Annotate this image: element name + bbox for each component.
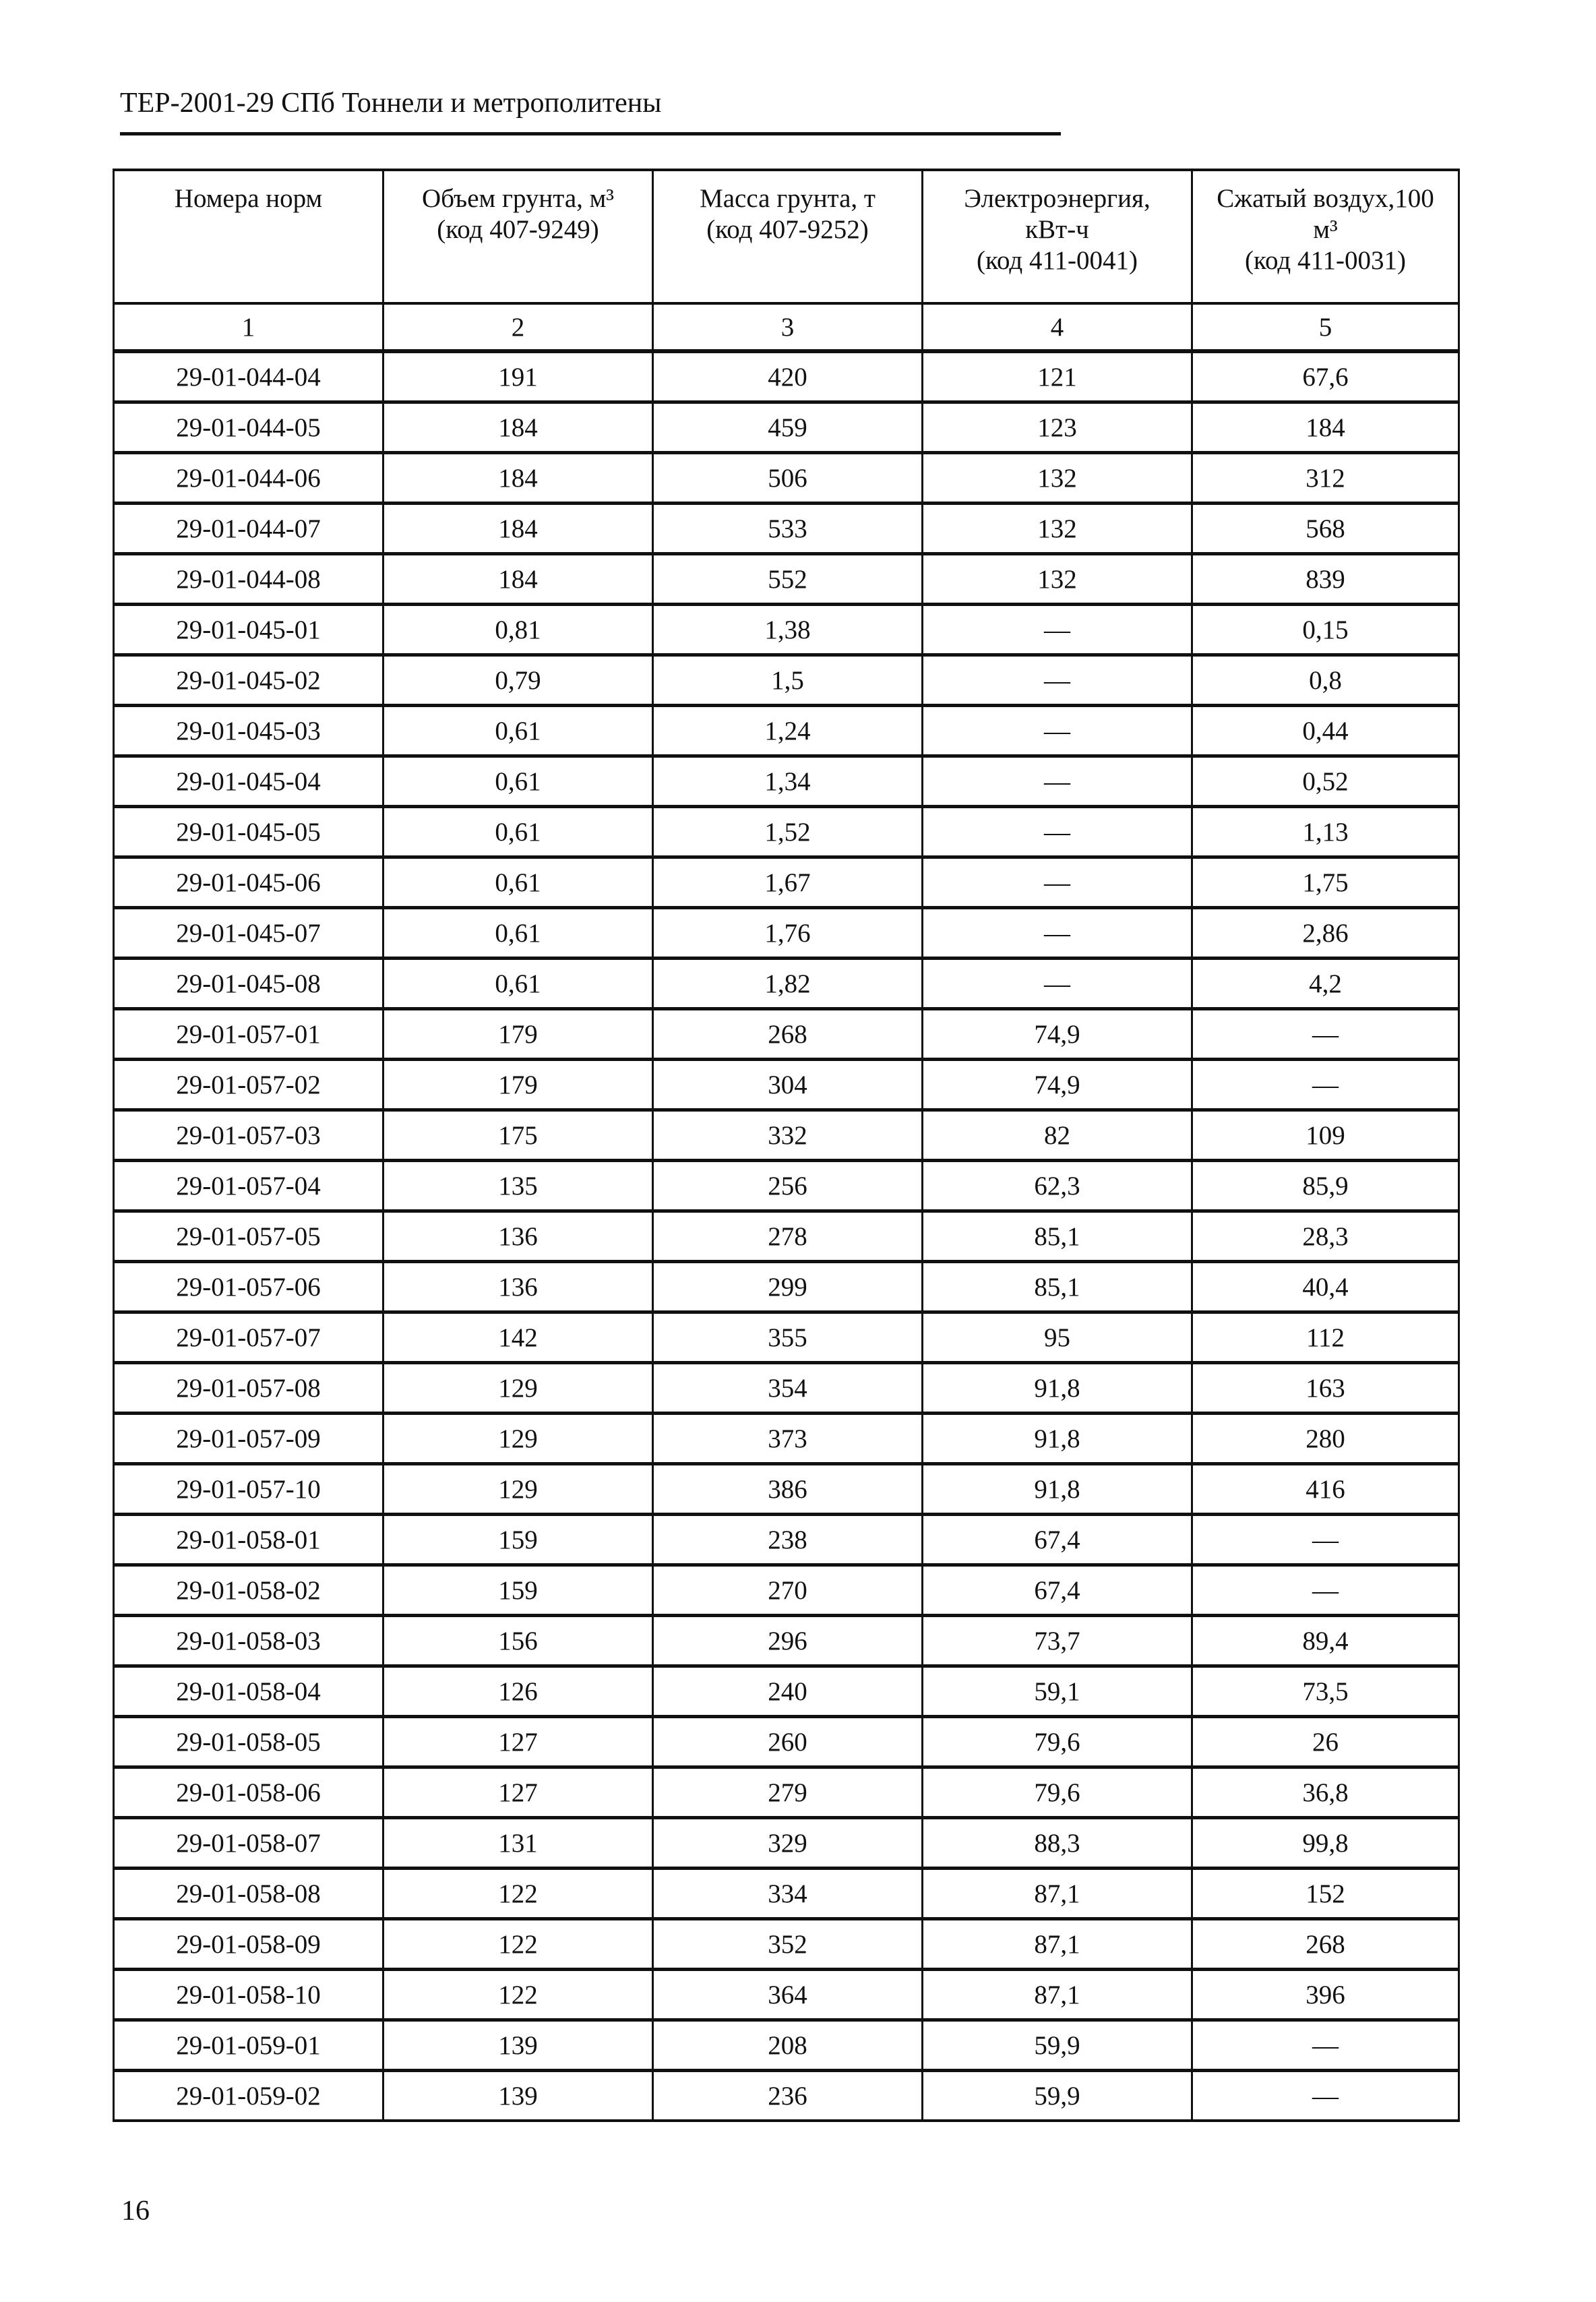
soil-mass-cell: 1,82: [653, 959, 923, 1009]
electricity-cell: —: [923, 857, 1192, 908]
compressed-air-cell: 0,15: [1192, 605, 1459, 655]
compressed-air-cell: 109: [1192, 1110, 1459, 1161]
soil-mass-cell: 1,76: [653, 908, 923, 959]
norm-number-cell: 29-01-057-10: [114, 1464, 383, 1515]
electricity-cell: 74,9: [923, 1060, 1192, 1110]
soil-volume-cell: 0,61: [383, 857, 653, 908]
soil-volume-cell: 0,61: [383, 706, 653, 756]
compressed-air-cell: —: [1192, 1515, 1459, 1565]
norm-number-cell: 29-01-045-07: [114, 908, 383, 959]
table-row: [114, 807, 1459, 857]
compressed-air-cell: 163: [1192, 1363, 1459, 1414]
electricity-cell: 67,4: [923, 1515, 1192, 1565]
page-header-title: ТЕР-2001-29 СПб Тоннели и метрополитены: [120, 88, 662, 119]
norm-number-cell: 29-01-057-09: [114, 1414, 383, 1464]
compressed-air-cell: 0,52: [1192, 756, 1459, 807]
soil-mass-cell: 1,38: [653, 605, 923, 655]
compressed-air-cell: 4,2: [1192, 959, 1459, 1009]
table-row: [114, 351, 1459, 402]
soil-mass-cell: 279: [653, 1767, 923, 1818]
table-row: [114, 1767, 1459, 1818]
soil-volume-cell: 159: [383, 1565, 653, 1616]
electricity-cell: 79,6: [923, 1767, 1192, 1818]
soil-volume-cell: 0,61: [383, 908, 653, 959]
table-row: [114, 1717, 1459, 1767]
norm-number-cell: 29-01-057-08: [114, 1363, 383, 1414]
norm-number-cell: 29-01-044-06: [114, 453, 383, 504]
compressed-air-cell: 73,5: [1192, 1666, 1459, 1717]
compressed-air-cell: 26: [1192, 1717, 1459, 1767]
norm-number-cell: 29-01-057-02: [114, 1060, 383, 1110]
soil-volume-cell: 179: [383, 1009, 653, 1060]
norm-number-cell: 29-01-058-03: [114, 1616, 383, 1666]
soil-mass-cell: 552: [653, 554, 923, 605]
soil-mass-cell: 299: [653, 1262, 923, 1312]
electricity-cell: 82: [923, 1110, 1192, 1161]
electricity-cell: 59,1: [923, 1666, 1192, 1717]
compressed-air-cell: 85,9: [1192, 1161, 1459, 1211]
soil-volume-cell: 122: [383, 1970, 653, 2020]
soil-volume-cell: 139: [383, 2071, 653, 2121]
soil-mass-cell: 236: [653, 2071, 923, 2121]
soil-volume-cell: 136: [383, 1211, 653, 1262]
electricity-cell: —: [923, 655, 1192, 706]
norm-number-cell: 29-01-058-09: [114, 1919, 383, 1970]
table-row: [114, 2020, 1459, 2071]
compressed-air-cell: 839: [1192, 554, 1459, 605]
soil-volume-cell: 0,61: [383, 959, 653, 1009]
electricity-cell: 121: [923, 351, 1192, 402]
compressed-air-cell: —: [1192, 1060, 1459, 1110]
soil-mass-cell: 278: [653, 1211, 923, 1262]
soil-volume-cell: 127: [383, 1767, 653, 1818]
soil-volume-cell: 131: [383, 1818, 653, 1869]
soil-mass-cell: 355: [653, 1312, 923, 1363]
compressed-air-cell: 112: [1192, 1312, 1459, 1363]
compressed-air-cell: —: [1192, 2020, 1459, 2071]
soil-mass-cell: 354: [653, 1363, 923, 1414]
compressed-air-cell: —: [1192, 2071, 1459, 2121]
column-number: 2: [383, 303, 653, 351]
norm-number-cell: 29-01-045-03: [114, 706, 383, 756]
table-row: [114, 1211, 1459, 1262]
norm-number-cell: 29-01-058-05: [114, 1717, 383, 1767]
soil-volume-cell: 136: [383, 1262, 653, 1312]
column-header-compressed-air: Сжатый воздух,100 м³ (код 411-0031): [1192, 170, 1459, 303]
soil-volume-cell: 129: [383, 1414, 653, 1464]
norm-number-cell: 29-01-057-04: [114, 1161, 383, 1211]
compressed-air-cell: 28,3: [1192, 1211, 1459, 1262]
electricity-cell: 79,6: [923, 1717, 1192, 1767]
table-row: [114, 655, 1459, 706]
soil-mass-cell: 459: [653, 402, 923, 453]
norm-number-cell: 29-01-058-06: [114, 1767, 383, 1818]
electricity-cell: —: [923, 756, 1192, 807]
soil-mass-cell: 256: [653, 1161, 923, 1211]
norm-number-cell: 29-01-057-07: [114, 1312, 383, 1363]
soil-mass-cell: 270: [653, 1565, 923, 1616]
norm-number-cell: 29-01-057-01: [114, 1009, 383, 1060]
norm-number-cell: 29-01-058-02: [114, 1565, 383, 1616]
soil-mass-cell: 420: [653, 351, 923, 402]
norm-number-cell: 29-01-058-08: [114, 1869, 383, 1919]
soil-mass-cell: 208: [653, 2020, 923, 2071]
norm-number-cell: 29-01-059-02: [114, 2071, 383, 2121]
soil-volume-cell: 191: [383, 351, 653, 402]
column-number: 3: [653, 303, 923, 351]
norm-number-cell: 29-01-045-04: [114, 756, 383, 807]
soil-volume-cell: 139: [383, 2020, 653, 2071]
table-row: [114, 1919, 1459, 1970]
soil-mass-cell: 296: [653, 1616, 923, 1666]
soil-mass-cell: 334: [653, 1869, 923, 1919]
column-header-norm-numbers: Номера норм: [114, 170, 383, 303]
norm-number-cell: 29-01-057-06: [114, 1262, 383, 1312]
norm-number-cell: 29-01-057-05: [114, 1211, 383, 1262]
table-row: [114, 959, 1459, 1009]
soil-mass-cell: 373: [653, 1414, 923, 1464]
electricity-cell: 87,1: [923, 1919, 1192, 1970]
compressed-air-cell: —: [1192, 1565, 1459, 1616]
soil-volume-cell: 135: [383, 1161, 653, 1211]
column-header-electricity: Электроэнергия, кВт-ч (код 411-0041): [923, 170, 1192, 303]
table-row: [114, 1110, 1459, 1161]
electricity-cell: 87,1: [923, 1869, 1192, 1919]
table-row: [114, 402, 1459, 453]
soil-mass-cell: 332: [653, 1110, 923, 1161]
electricity-cell: 59,9: [923, 2020, 1192, 2071]
soil-mass-cell: 238: [653, 1515, 923, 1565]
compressed-air-cell: 396: [1192, 1970, 1459, 2020]
page-number: 16: [121, 2195, 150, 2227]
table-row: [114, 1060, 1459, 1110]
compressed-air-cell: 99,8: [1192, 1818, 1459, 1869]
electricity-cell: 132: [923, 554, 1192, 605]
electricity-cell: 85,1: [923, 1262, 1192, 1312]
electricity-cell: 95: [923, 1312, 1192, 1363]
compressed-air-cell: 67,6: [1192, 351, 1459, 402]
table-row: [114, 1565, 1459, 1616]
column-number: 5: [1192, 303, 1459, 351]
soil-volume-cell: 184: [383, 554, 653, 605]
compressed-air-cell: 0,44: [1192, 706, 1459, 756]
column-number: 1: [114, 303, 383, 351]
norm-number-cell: 29-01-044-08: [114, 554, 383, 605]
norm-number-cell: 29-01-044-07: [114, 504, 383, 554]
soil-volume-cell: 184: [383, 402, 653, 453]
electricity-cell: 91,8: [923, 1464, 1192, 1515]
table-row: [114, 605, 1459, 655]
compressed-air-cell: 280: [1192, 1414, 1459, 1464]
electricity-cell: 62,3: [923, 1161, 1192, 1211]
electricity-cell: 88,3: [923, 1818, 1192, 1869]
soil-mass-cell: 386: [653, 1464, 923, 1515]
table-row: [114, 504, 1459, 554]
electricity-cell: —: [923, 959, 1192, 1009]
norm-number-cell: 29-01-058-04: [114, 1666, 383, 1717]
norm-number-cell: 29-01-044-04: [114, 351, 383, 402]
electricity-cell: 87,1: [923, 1970, 1192, 2020]
compressed-air-cell: 312: [1192, 453, 1459, 504]
norm-number-cell: 29-01-045-08: [114, 959, 383, 1009]
norm-number-cell: 29-01-058-01: [114, 1515, 383, 1565]
soil-volume-cell: 175: [383, 1110, 653, 1161]
norm-number-cell: 29-01-058-07: [114, 1818, 383, 1869]
soil-mass-cell: 329: [653, 1818, 923, 1869]
electricity-cell: 67,4: [923, 1565, 1192, 1616]
soil-volume-cell: 129: [383, 1363, 653, 1414]
compressed-air-cell: —: [1192, 1009, 1459, 1060]
electricity-cell: 91,8: [923, 1414, 1192, 1464]
column-number-row: [114, 303, 1459, 351]
table-row: [114, 1666, 1459, 1717]
soil-volume-cell: 0,81: [383, 605, 653, 655]
table-row: [114, 554, 1459, 605]
soil-volume-cell: 122: [383, 1919, 653, 1970]
soil-volume-cell: 159: [383, 1515, 653, 1565]
table-row: [114, 706, 1459, 756]
soil-volume-cell: 156: [383, 1616, 653, 1666]
soil-mass-cell: 304: [653, 1060, 923, 1110]
soil-volume-cell: 0,61: [383, 807, 653, 857]
header-rule: [120, 132, 1061, 135]
compressed-air-cell: 2,86: [1192, 908, 1459, 959]
soil-mass-cell: 506: [653, 453, 923, 504]
norm-number-cell: 29-01-045-06: [114, 857, 383, 908]
electricity-cell: 59,9: [923, 2071, 1192, 2121]
table-row: [114, 1616, 1459, 1666]
soil-mass-cell: 240: [653, 1666, 923, 1717]
electricity-cell: 73,7: [923, 1616, 1192, 1666]
compressed-air-cell: 36,8: [1192, 1767, 1459, 1818]
soil-mass-cell: 364: [653, 1970, 923, 2020]
soil-volume-cell: 122: [383, 1869, 653, 1919]
column-number: 4: [923, 303, 1192, 351]
soil-mass-cell: 533: [653, 504, 923, 554]
table-row: [114, 1414, 1459, 1464]
compressed-air-cell: 0,8: [1192, 655, 1459, 706]
compressed-air-cell: 568: [1192, 504, 1459, 554]
compressed-air-cell: 89,4: [1192, 1616, 1459, 1666]
soil-mass-cell: 268: [653, 1009, 923, 1060]
norms-table: [113, 169, 1460, 2122]
soil-mass-cell: 1,52: [653, 807, 923, 857]
table-row: [114, 1970, 1459, 2020]
compressed-air-cell: 152: [1192, 1869, 1459, 1919]
soil-mass-cell: 1,34: [653, 756, 923, 807]
table-row: [114, 453, 1459, 504]
norm-number-cell: 29-01-057-03: [114, 1110, 383, 1161]
compressed-air-cell: 416: [1192, 1464, 1459, 1515]
table-row: [114, 1363, 1459, 1414]
soil-mass-cell: 1,67: [653, 857, 923, 908]
soil-volume-cell: 126: [383, 1666, 653, 1717]
norm-number-cell: 29-01-058-10: [114, 1970, 383, 2020]
electricity-cell: 123: [923, 402, 1192, 453]
soil-volume-cell: 142: [383, 1312, 653, 1363]
electricity-cell: —: [923, 605, 1192, 655]
electricity-cell: 85,1: [923, 1211, 1192, 1262]
compressed-air-cell: 184: [1192, 402, 1459, 453]
soil-volume-cell: 184: [383, 504, 653, 554]
table-row: [114, 857, 1459, 908]
table-row: [114, 2071, 1459, 2121]
compressed-air-cell: 40,4: [1192, 1262, 1459, 1312]
table-row: [114, 1262, 1459, 1312]
soil-volume-cell: 184: [383, 453, 653, 504]
table-row: [114, 756, 1459, 807]
electricity-cell: 91,8: [923, 1363, 1192, 1414]
column-header-soil-mass: Масса грунта, т (код 407-9252): [653, 170, 923, 303]
norm-number-cell: 29-01-045-02: [114, 655, 383, 706]
soil-volume-cell: 0,79: [383, 655, 653, 706]
soil-volume-cell: 179: [383, 1060, 653, 1110]
table-row: [114, 908, 1459, 959]
electricity-cell: 74,9: [923, 1009, 1192, 1060]
soil-volume-cell: 0,61: [383, 756, 653, 807]
soil-mass-cell: 260: [653, 1717, 923, 1767]
column-header-soil-volume: Объем грунта, м³ (код 407-9249): [383, 170, 653, 303]
soil-volume-cell: 129: [383, 1464, 653, 1515]
electricity-cell: 132: [923, 504, 1192, 554]
table-row: [114, 1009, 1459, 1060]
norm-number-cell: 29-01-059-01: [114, 2020, 383, 2071]
compressed-air-cell: 1,75: [1192, 857, 1459, 908]
norm-number-cell: 29-01-045-01: [114, 605, 383, 655]
soil-mass-cell: 1,5: [653, 655, 923, 706]
electricity-cell: —: [923, 908, 1192, 959]
table-row: [114, 1161, 1459, 1211]
norm-number-cell: 29-01-044-05: [114, 402, 383, 453]
soil-mass-cell: 1,24: [653, 706, 923, 756]
table-row: [114, 1464, 1459, 1515]
table-row: [114, 1869, 1459, 1919]
table-header-row: [114, 170, 1459, 303]
norm-number-cell: 29-01-045-05: [114, 807, 383, 857]
electricity-cell: —: [923, 807, 1192, 857]
soil-volume-cell: 127: [383, 1717, 653, 1767]
table-row: [114, 1515, 1459, 1565]
table-row: [114, 1818, 1459, 1869]
compressed-air-cell: 1,13: [1192, 807, 1459, 857]
electricity-cell: —: [923, 706, 1192, 756]
electricity-cell: 132: [923, 453, 1192, 504]
compressed-air-cell: 268: [1192, 1919, 1459, 1970]
table-row: [114, 1312, 1459, 1363]
soil-mass-cell: 352: [653, 1919, 923, 1970]
